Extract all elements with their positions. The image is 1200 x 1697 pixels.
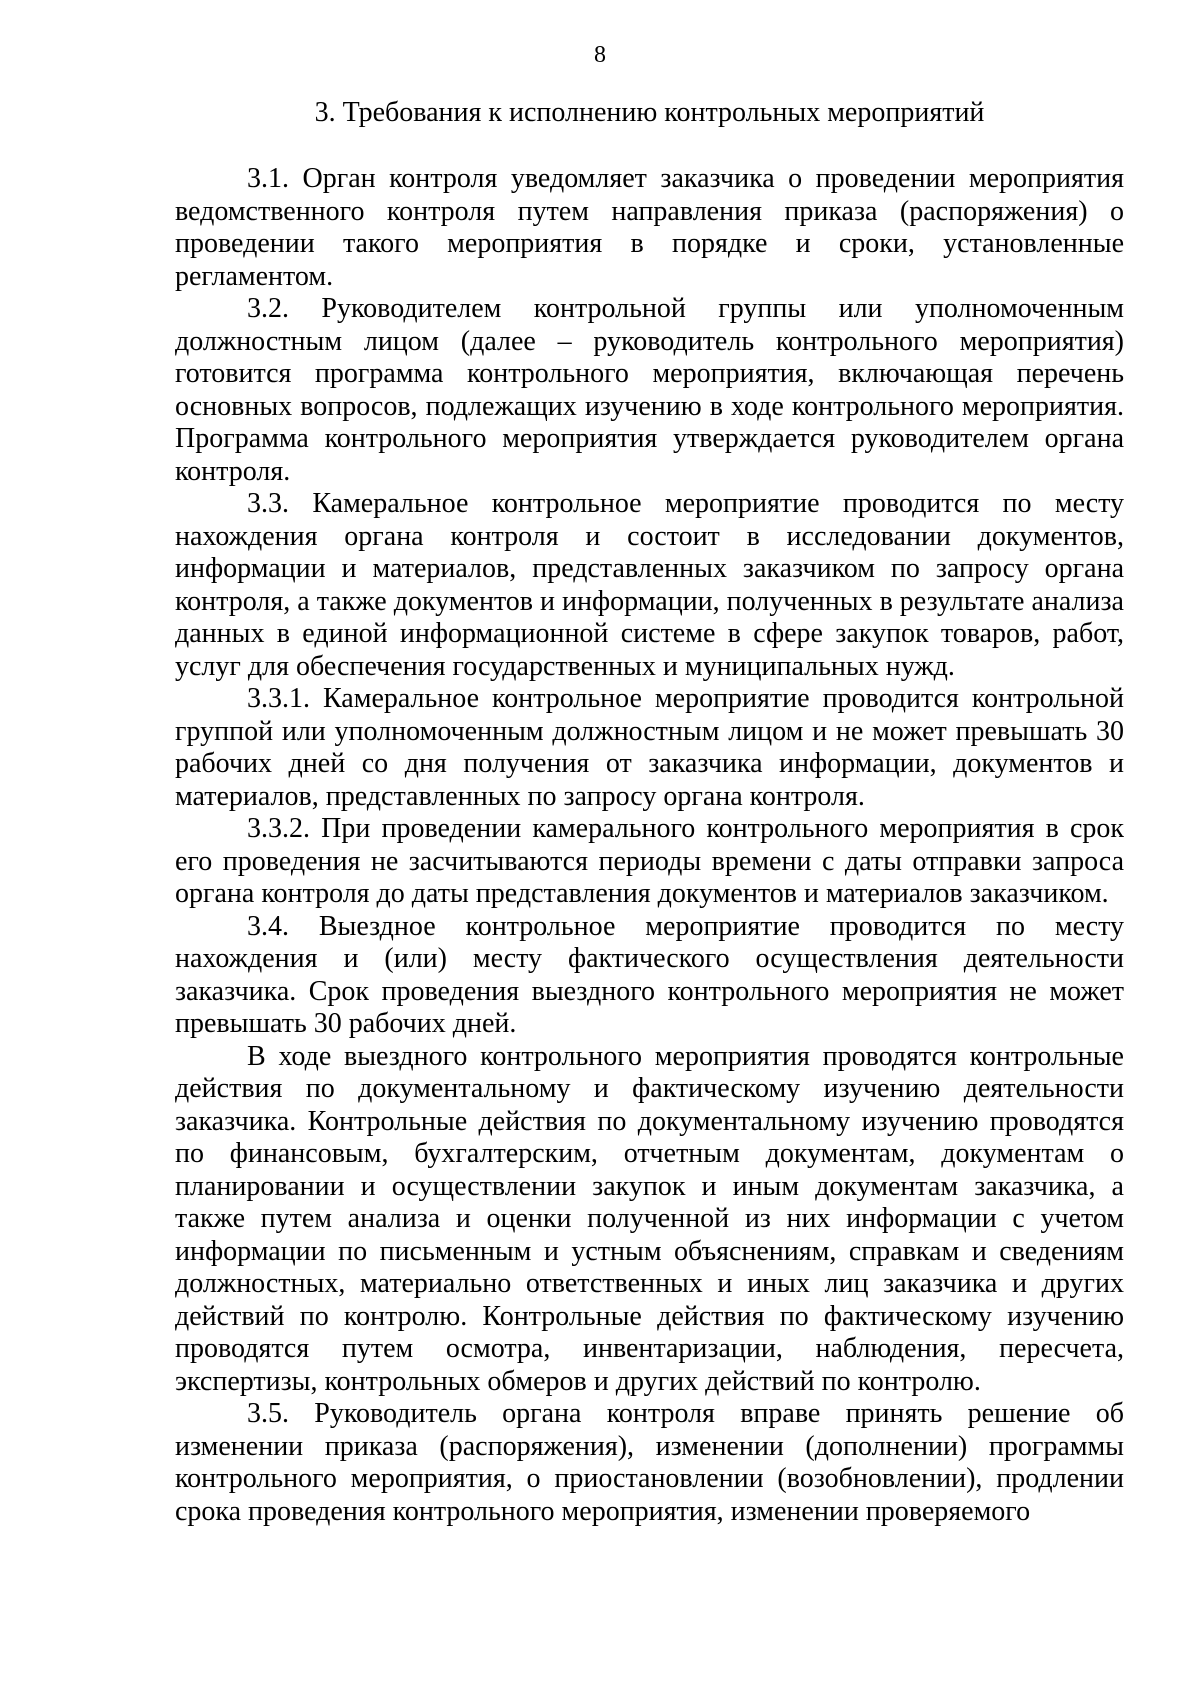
document-body — [175, 163, 1124, 1528]
paragraph-3-2: 3.2. Руководителем контрольной группы или уполномоченным должностным лицом (далее – руководитель контрольного мероприятия) готовится программа контрольного мероприятия, включающая перечень основных вопросов, подлежащих изучению в ходе контрольного мероприятия. Программа контрольного мероприятия утверждается руководителем органа контроля. — [175, 293, 1124, 487]
paragraph-3-3-1: 3.3.1. Камеральное контрольное мероприятие проводится контрольной группой или уполномоченным должностным лицом и не может превышать 30 рабочих дней со дня получения от заказчика информации, документов и материалов, представленных по запросу органа контроля. — [175, 683, 1124, 812]
paragraph-3-4: 3.4. Выездное контрольное мероприятие проводится по месту нахождения и (или) месту фактического осуществления деятельности заказчика. Срок проведения выездного контрольного мероприятия не может превышать 30 рабочих дней. — [175, 910, 1124, 1039]
paragraph-3-5: 3.5. Руководитель органа контроля вправе принять решение об изменении приказа (распоряжения), изменении (дополнении) программы контрольного мероприятия, о приостановлении (возобновлении), продлении срока проведения контрольного мероприятия, изменении проверяемого — [175, 1398, 1124, 1527]
paragraph-3-4-actions: В ходе выездного контрольного мероприятия проводятся контрольные действия по документальному и фактическому изучению деятельности заказчика. Контрольные действия по документальному изучению проводятся по финансовым, бухгалтерским, отчетным документам, документам о планировании и осуществлении закупок и иным документам заказчика, а также путем анализа и оценки полученной из них информации с учетом информации по письменным и устным объяснениям, справкам и сведениям должностных, материально ответственных и иных лиц заказчика и других действий по контролю. Контрольные действия по фактическому изучению проводятся путем осмотра, инвентаризации, наблюдения, пересчета, экспертизы, контрольных обмеров и других действий по контролю. — [175, 1040, 1124, 1397]
paragraph-3-3-2: 3.3.2. При проведении камерального контрольного мероприятия в срок его проведения не засчитываются периоды времени с даты отправки запроса органа контроля до даты представления документов и материалов заказчиком. — [175, 813, 1124, 909]
page-number: 8 — [594, 42, 606, 68]
paragraph-3-3: 3.3. Камеральное контрольное мероприятие проводится по месту нахождения органа контроля и состоит в исследовании документов, информации и материалов, представленных заказчиком по запросу органа контроля, а также документов и информации, полученных в результате анализа данных в единой информационной системе в сфере закупок товаров, работ, услуг для обеспечения государственных и муниципальных нужд. — [175, 488, 1124, 682]
section-title: 3. Требования к исполнению контрольных мероприятий — [314, 97, 985, 128]
paragraph-3-1: 3.1. Орган контроля уведомляет заказчика о проведении мероприятия ведомственного контроля путем направления приказа (распоряжения) о проведении такого мероприятия в порядке и сроки, установленные регламентом. — [175, 163, 1124, 292]
